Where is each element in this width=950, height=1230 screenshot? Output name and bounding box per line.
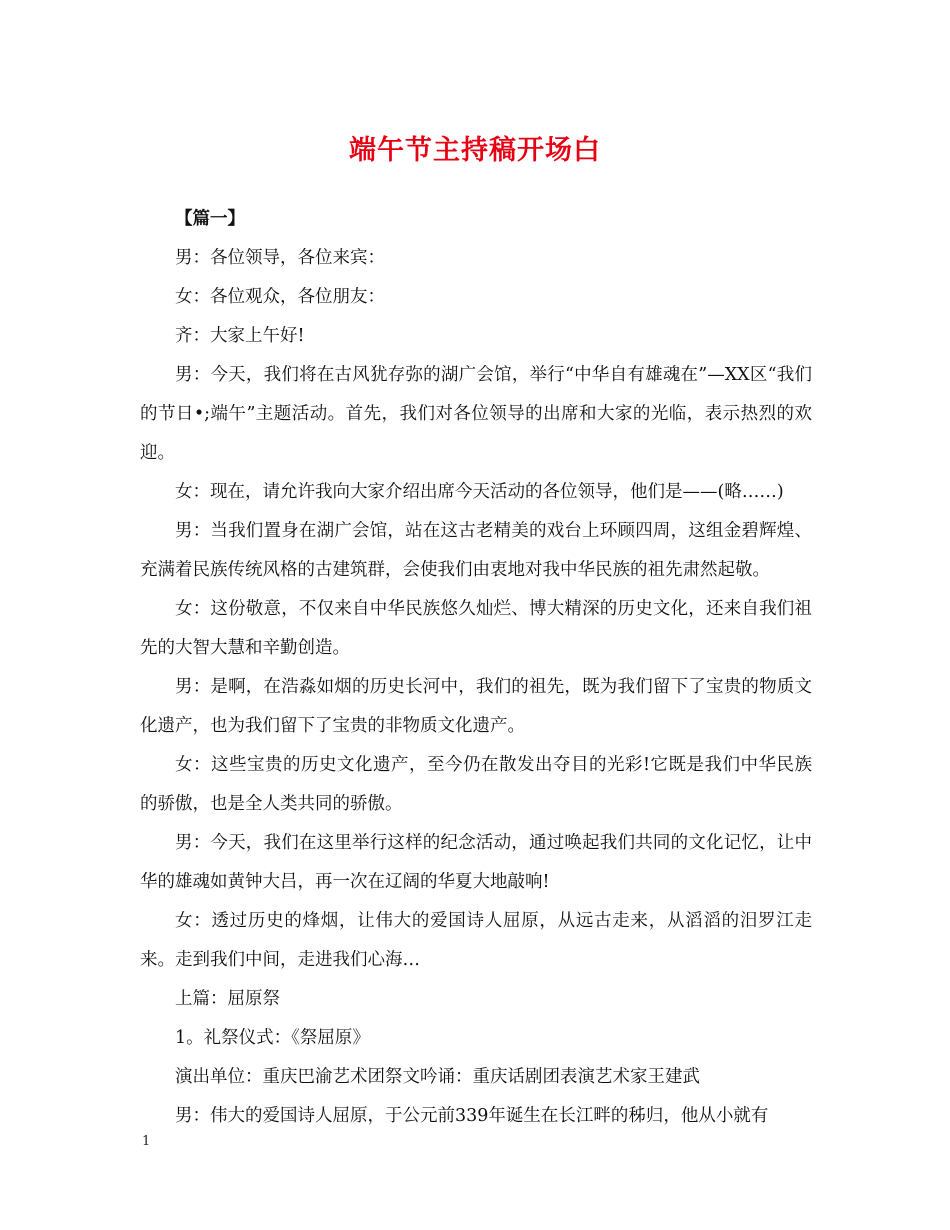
- paragraph: 男：是啊，在浩淼如烟的历史长河中，我们的祖先，既为我们留下了宝贵的物质文化遗产，也为我们留下了宝贵的非物质文化遗产。: [140, 677, 812, 736]
- paragraph: 演出单位：重庆巴渝艺术团祭文吟诵：重庆话剧团表演艺术家王建武: [175, 1067, 700, 1087]
- paragraph: 男：今天，我们将在古风犹存弥的湖广会馆，举行“中华自有雄魂在”—XX区“我们的节日•;端午”主题活动。首先，我们对各位领导的出席和大家的光临，表示热烈的欢迎。: [140, 365, 812, 463]
- paragraph: 男：今天，我们在这里举行这样的纪念活动，通过唤起我们共同的文化记忆，让中华的雄魂如黄钟大吕，再一次在辽阔的华夏大地敲响!: [140, 833, 812, 892]
- paragraph: 男：伟大的爱国诗人屈原，于公元前339年诞生在长江畔的秭归，他从小就有: [175, 1106, 769, 1126]
- paragraph: 女：现在，请允许我向大家介绍出席今天活动的各位领导，他们是——(略……): [175, 482, 784, 502]
- paragraph: 齐：大家上午好!: [175, 326, 305, 346]
- section-heading: 【篇一】: [175, 209, 245, 229]
- paragraph: 女：各位观众，各位朋友：: [175, 287, 385, 307]
- document-title: 端午节主持稿开场白: [349, 135, 601, 166]
- paragraph: 女：这些宝贵的历史文化遗产，至今仍在散发出夺目的光彩!它既是我们中华民族的骄傲，也是全人类共同的骄傲。: [140, 755, 812, 814]
- document-body: [140, 200, 812, 1136]
- paragraph: 女：透过历史的烽烟，让伟大的爱国诗人屈原，从远古走来，从滔滔的汨罗江走来。走到我们中间，走进我们心海…: [140, 911, 812, 970]
- page-number: 1: [142, 1134, 151, 1149]
- paragraph: 男：当我们置身在湖广会馆，站在这古老精美的戏台上环顾四周，这组金碧辉煌、充满着民族传统风格的古建筑群，会使我们由衷地对我中华民族的祖先肃然起敬。: [140, 521, 812, 580]
- paragraph: 1。礼祭仪式：《祭屈原》: [175, 1028, 370, 1048]
- paragraph: 男：各位领导，各位来宾：: [175, 248, 385, 268]
- paragraph: 女：这份敬意，不仅来自中华民族悠久灿烂、博大精深的历史文化，还来自我们祖先的大智大慧和辛勤创造。: [140, 599, 812, 658]
- paragraph: 上篇：屈原祭: [175, 989, 280, 1009]
